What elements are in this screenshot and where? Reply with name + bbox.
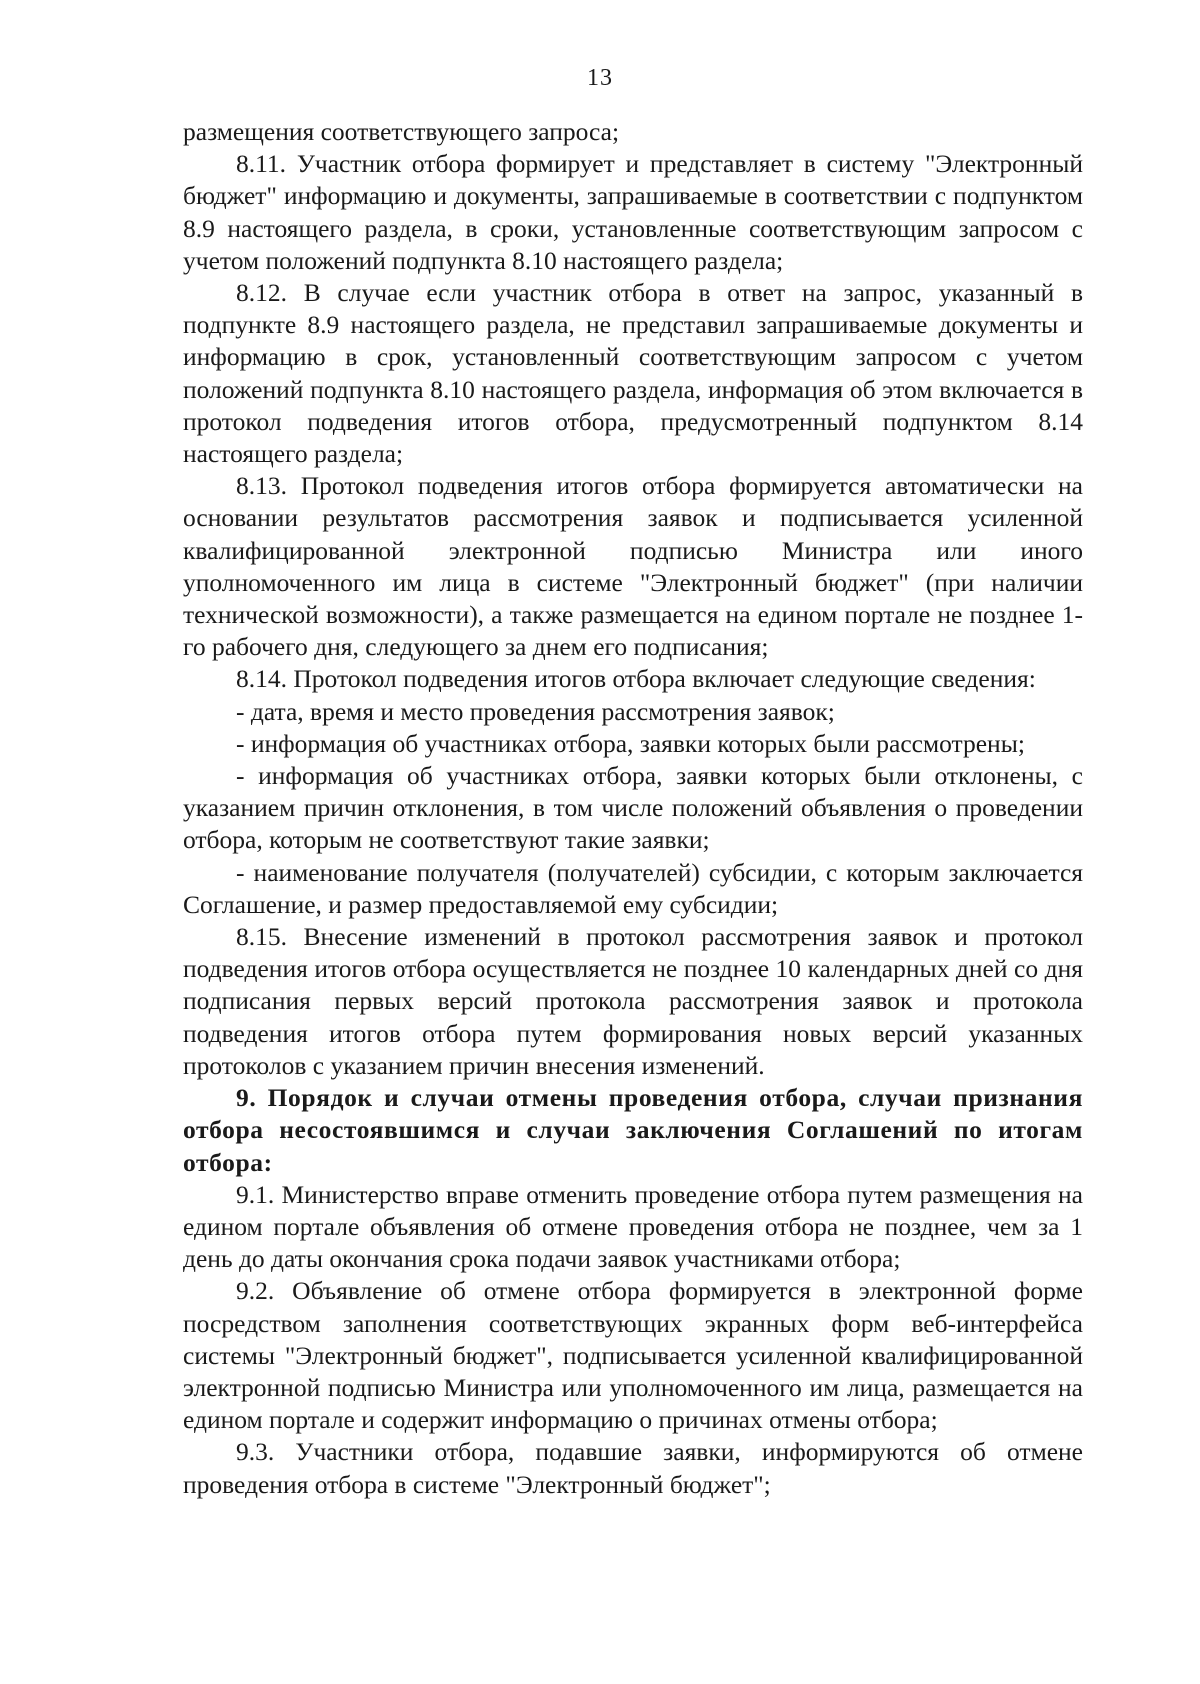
paragraph-8-12: 8.12. В случае если участник отбора в ответ на запрос, указанный в подпункте 8.9 настоящего раздела, не представил запрашиваемые документы и информацию в срок, установленный соответствующим запросом с учетом положений подпункта 8.10 настоящего раздела, информация об этом включается в протокол подведения итогов отбора, предусмотренный подпунктом 8.14 настоящего раздела; <box>183 278 1083 469</box>
paragraph-8-13: 8.13. Протокол подведения итогов отбора формируется автоматически на основании результатов рассмотрения заявок и подписывается усиленной квалифицированной электронной подписью Министра или иного уполномоченного им лица в системе "Электронный бюджет" (при наличии технической возможности), а также размещается на едином портале не позднее 1-го рабочего дня, следующего за днем его подписания; <box>183 471 1083 662</box>
paragraph-8-11: 8.11. Участник отбора формирует и представляет в систему "Электронный бюджет" информацию и документы, запрашиваемые в соответствии с подпунктом 8.9 настоящего раздела, в сроки, установленные соответствующим запросом с учетом положений подпункта 8.10 настоящего раздела; <box>183 149 1083 275</box>
list-item-rejected-applications: - информация об участниках отбора, заявки которых были отклонены, с указанием причин отклонения, в том числе положений объявления о проведении отбора, которым не соответствуют такие заявки; <box>183 761 1083 855</box>
page-number: 13 <box>587 65 613 91</box>
list-item-considered-applications: - информация об участниках отбора, заявки которых были рассмотрены; <box>236 728 1025 758</box>
paragraph-8-15: 8.15. Внесение изменений в протокол рассмотрения заявок и протокол подведения итогов отбора осуществляется не позднее 10 календарных дней со дня подписания первых версий протокола рассмотрения заявок и протокола подведения итогов отбора путем формирования новых версий указанных протоколов с указанием причин внесения изменений. <box>183 922 1083 1080</box>
paragraph-8-14: 8.14. Протокол подведения итогов отбора включает следующие сведения: <box>236 664 1036 694</box>
section-9-heading: 9. Порядок и случаи отмены проведения отбора, случаи признания отбора несостоявшимся и случаи заключения Соглашений по итогам отбора: <box>183 1083 1083 1177</box>
paragraph-9-2: 9.2. Объявление об отмене отбора формируется в электронной форме посредством заполнения соответствующих экранных форм веб-интерфейса системы "Электронный бюджет", подписывается усиленной квалифицированной электронной подписью Министра или уполномоченного им лица, размещается на едином портале и содержит информацию о причинах отмены отбора; <box>183 1276 1083 1435</box>
document-body <box>183 116 1083 1501</box>
list-item-subsidy-recipient: - наименование получателя (получателей) субсидии, с которым заключается Соглашение, и размер предоставляемой ему субсидии; <box>183 857 1083 919</box>
paragraph-9-1: 9.1. Министерство вправе отменить проведение отбора путем размещения на едином портале объявления об отмене проведения отбора не позднее, чем за 1 день до даты окончания срока подачи заявок участниками отбора; <box>183 1179 1083 1274</box>
paragraph-9-3: 9.3. Участники отбора, подавшие заявки, информируются об отмене проведения отбора в системе "Электронный бюджет"; <box>183 1437 1083 1499</box>
list-item-date-time-place: - дата, время и место проведения рассмотрения заявок; <box>236 696 835 726</box>
paragraph-continuation: размещения соответствующего запроса; <box>183 117 620 146</box>
